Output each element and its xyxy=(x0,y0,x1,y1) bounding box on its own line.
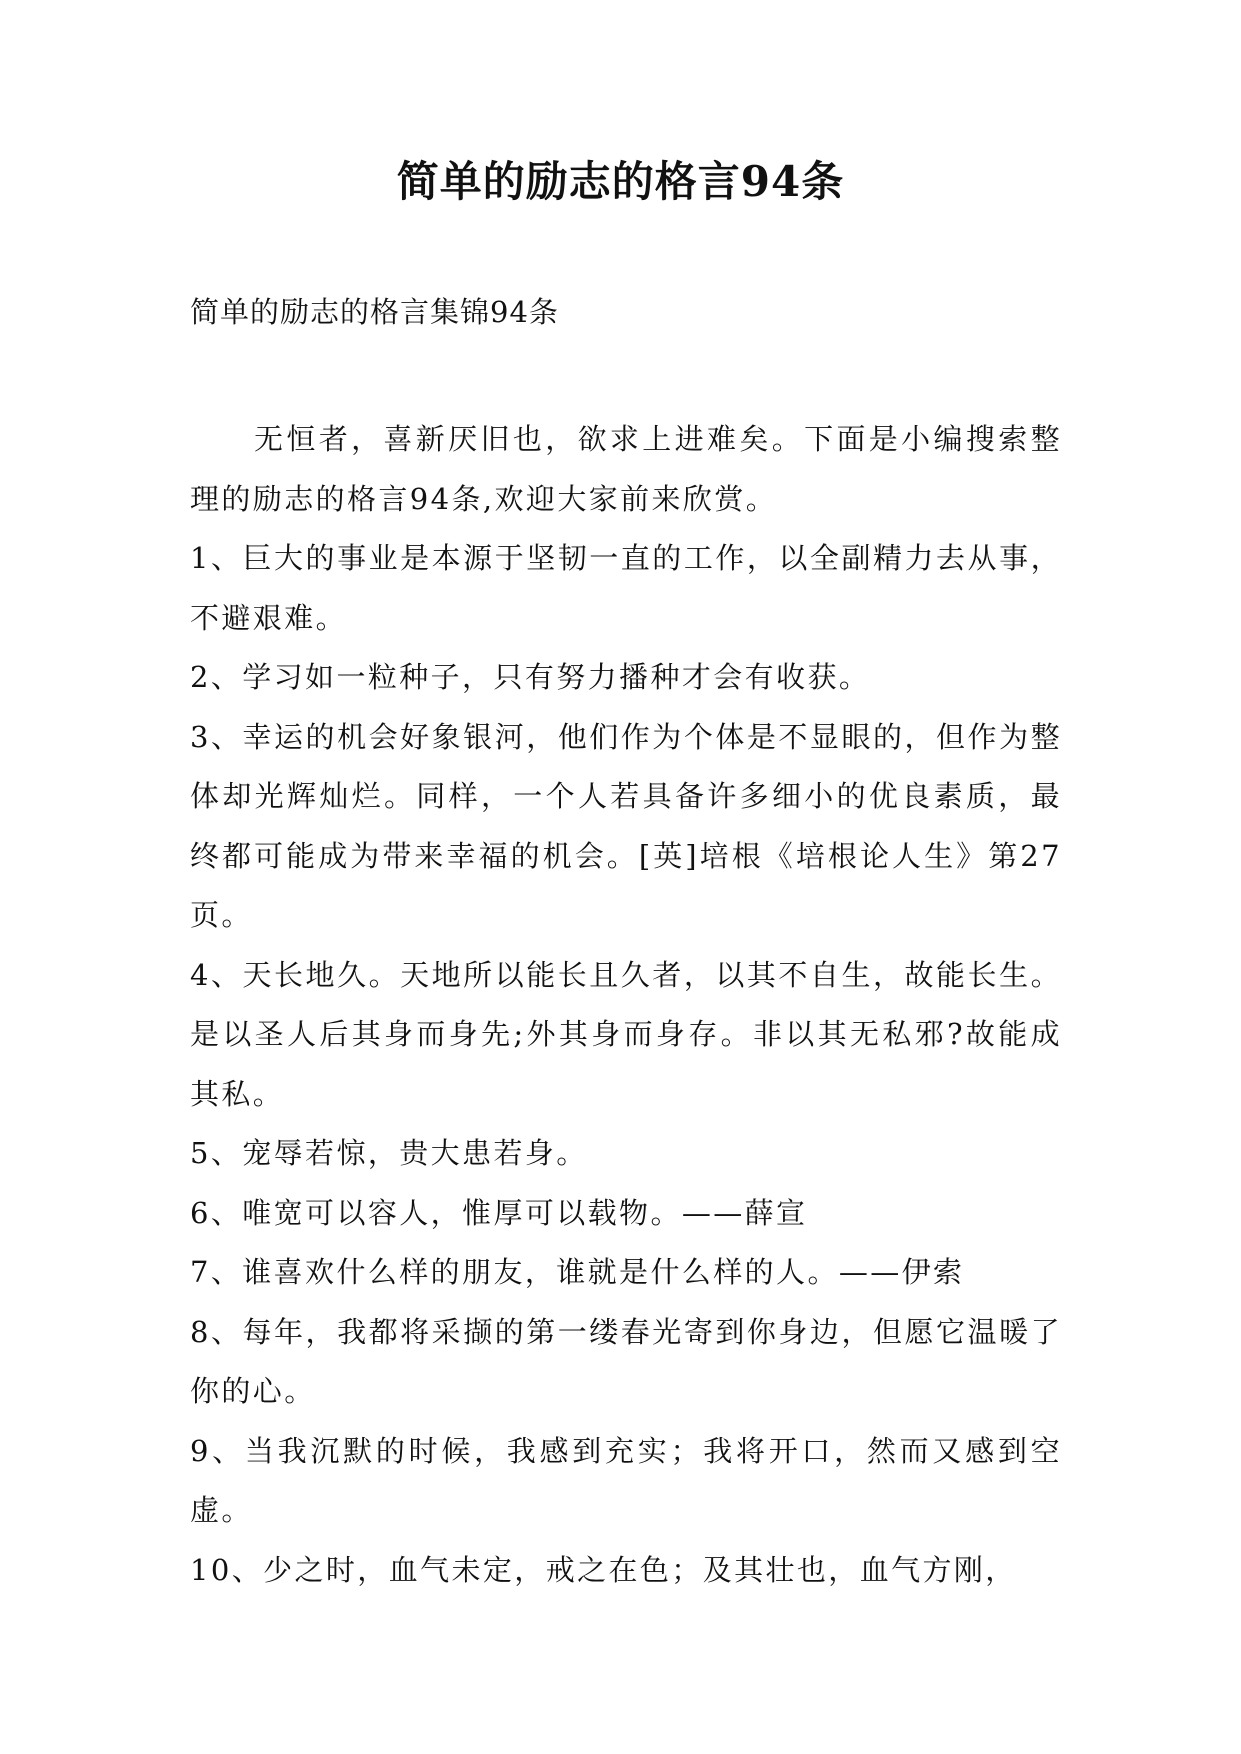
quote-item: 2、学习如一粒种子，只有努力播种才会有收获。 xyxy=(190,660,871,694)
document-title: 简单的励志的格言94条 xyxy=(396,157,845,206)
quote-item: 4、天长地久。天地所以能长且久者，以其不自生，故能长生。是以圣人后其身而身先;外其身而身存。非以其无私邪?故能成其私。 xyxy=(190,957,1062,1111)
quote-item: 8、每年，我都将采撷的第一缕春光寄到你身边，但愿它温暖了你的心。 xyxy=(190,1314,1062,1408)
quote-item: 3、幸运的机会好象银河，他们作为个体是不显眼的，但作为整体却光辉灿烂。同样，一个人若具备许多细小的优良素质，最终都可能成为带来幸福的机会。[英]培根《培根论人生》第27页。 xyxy=(190,719,1062,932)
quote-item: 7、谁喜欢什么样的朋友，谁就是什么样的人。——伊索 xyxy=(190,1255,965,1289)
document-body xyxy=(190,410,1062,1600)
quote-item: 6、唯宽可以容人，惟厚可以载物。——薛宣 xyxy=(190,1195,808,1230)
quote-item: 5、宠辱若惊，贵大患若身。 xyxy=(190,1136,588,1170)
document-subtitle: 简单的励志的格言集锦94条 xyxy=(190,295,559,329)
quote-item: 10、少之时，血气未定，戒之在色；及其壮也，血气方刚， xyxy=(190,1552,1017,1587)
quote-item: 9、当我沉默的时候，我感到充实；我将开口，然而又感到空虚。 xyxy=(190,1433,1062,1527)
quote-item: 1、巨大的事业是本源于坚韧一直的工作，以全副精力去从事，不避艰难。 xyxy=(190,541,1062,635)
intro-paragraph: 无恒者，喜新厌旧也，欲求上进难矣。下面是小编搜索整理的励志的格言94条,欢迎大家前来欣赏。 xyxy=(190,422,1062,516)
